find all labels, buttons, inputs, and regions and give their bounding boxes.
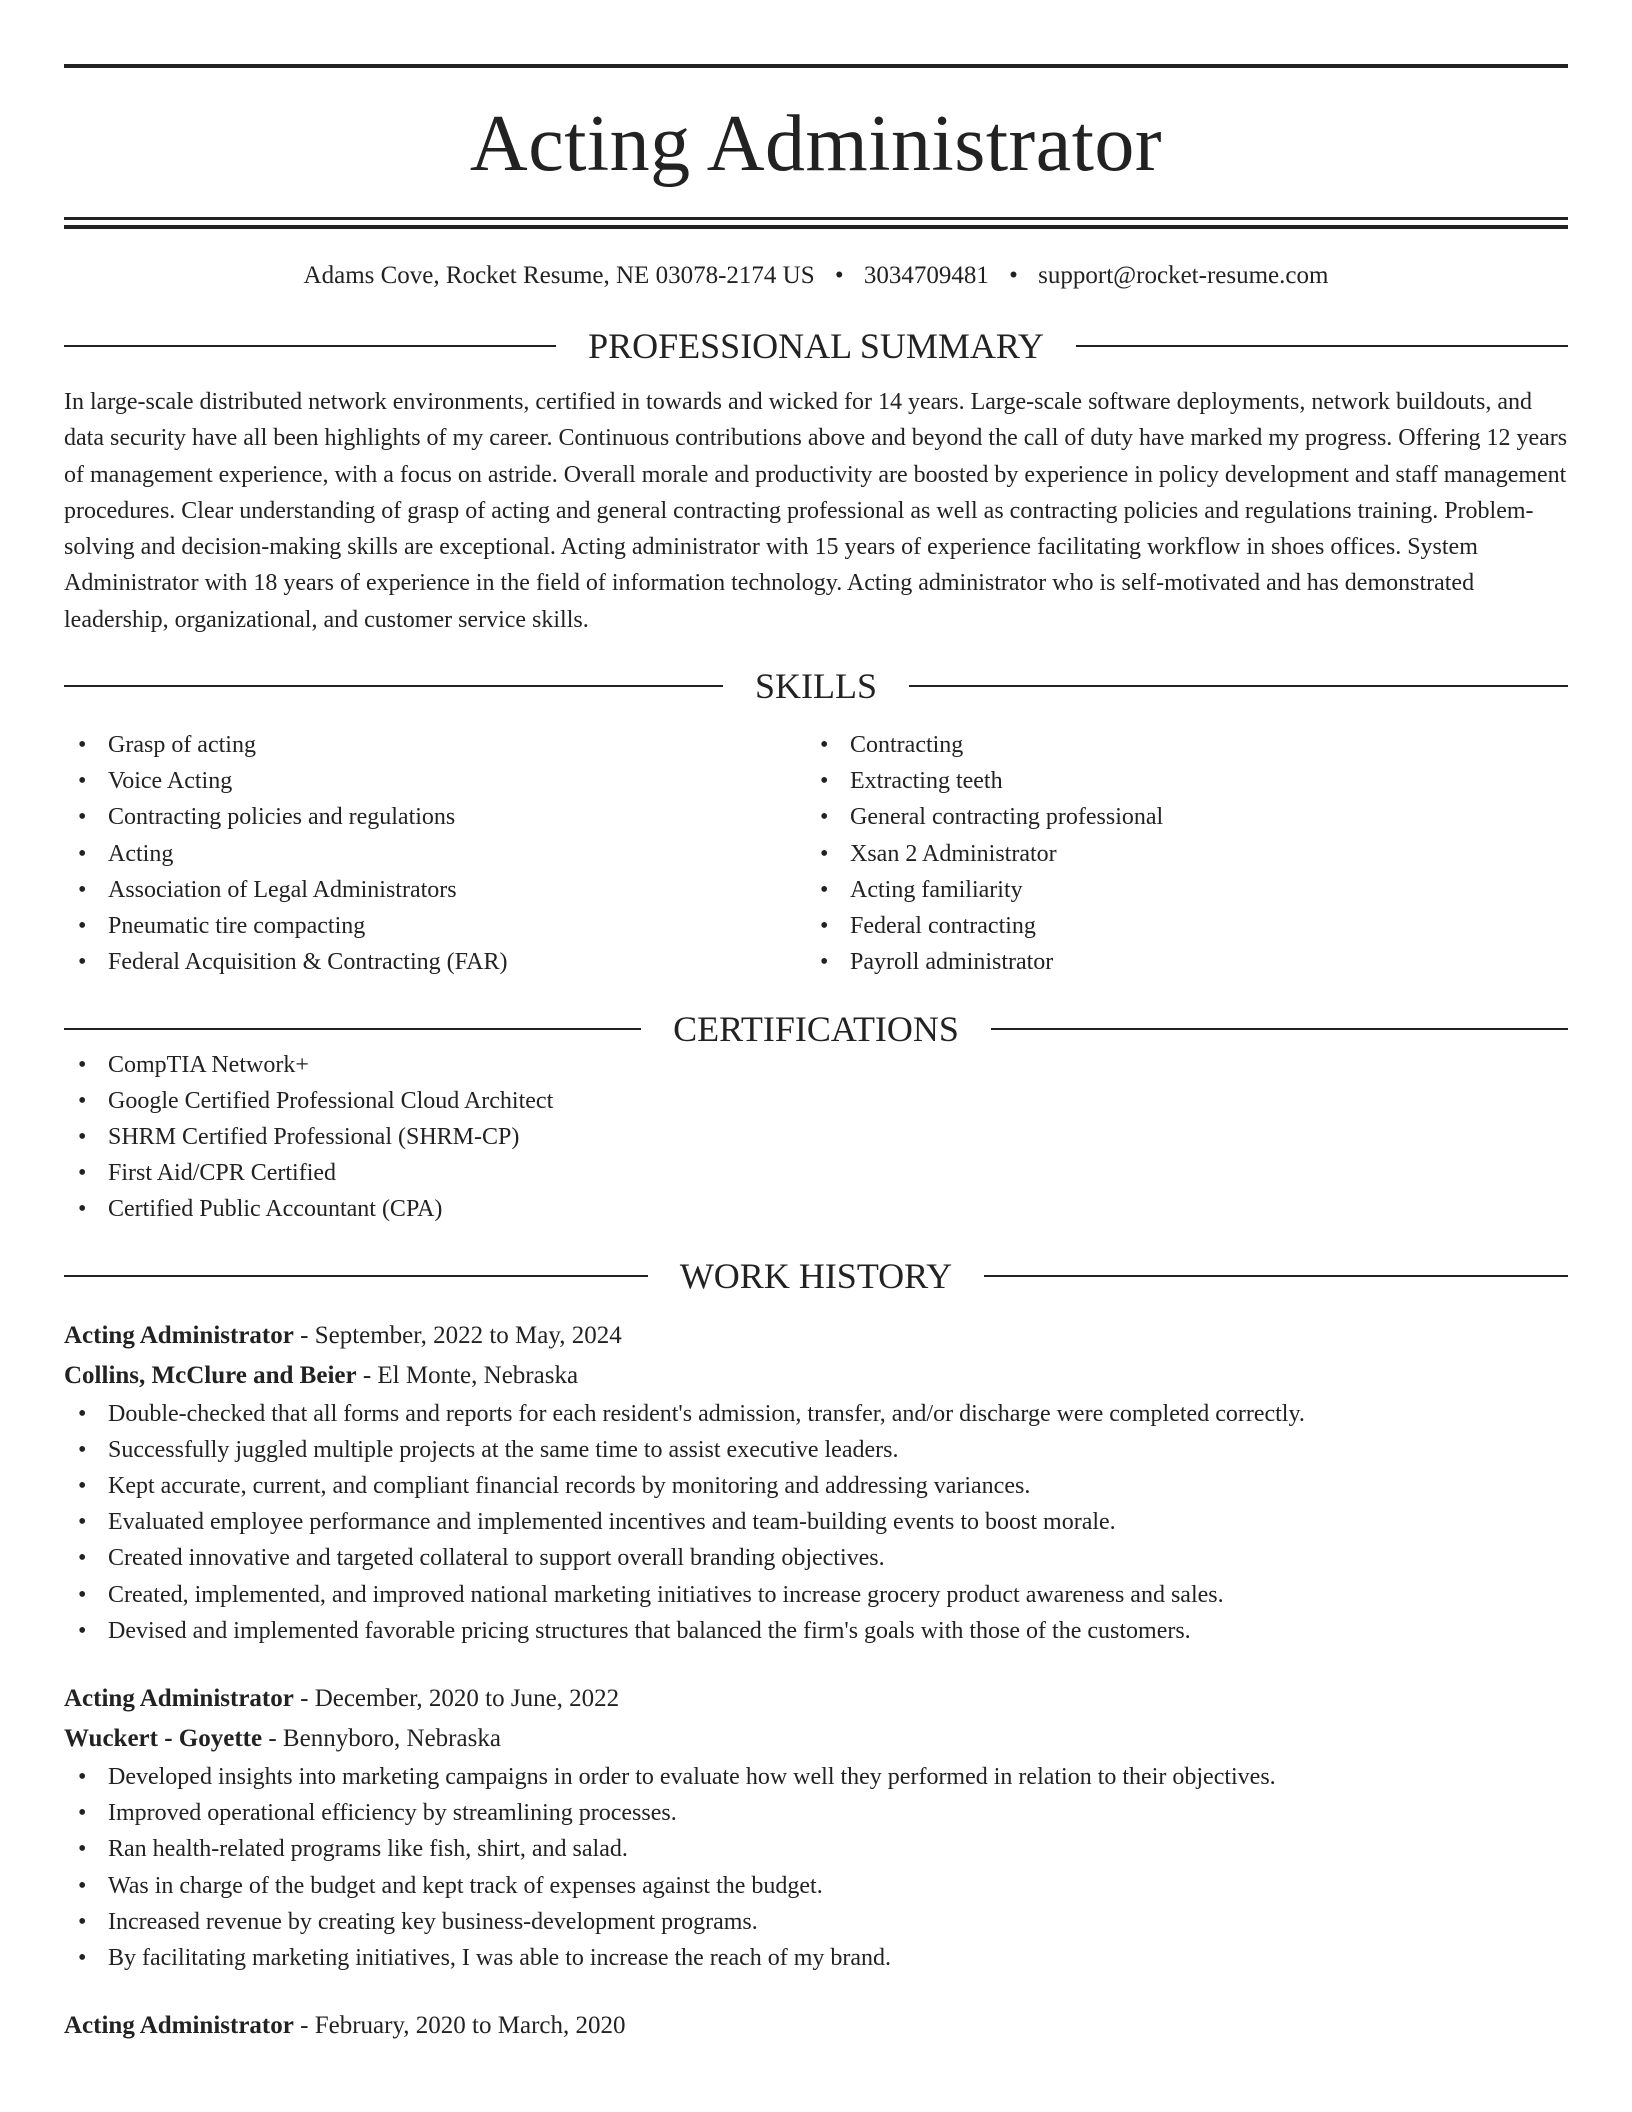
- contact-separator: •: [834, 262, 844, 289]
- skill-item: • Extracting teeth: [806, 763, 1548, 799]
- summary-text: In large-scale distributed network environments, certified in towards and wicked for 14 years. Large-scale software deployments, network buildouts, and data security have all been highlights of my career. Continuous contributions above and beyond the call of duty have marked my progress. Offering 12 years of management experience, with a focus on astride. Overall morale and productivity are boosted by experience in policy development and staff management procedures. Clear understanding of grasp of acting and general contracting professional as well as contracting policies and regulations training. Problem-solving and decision-making skills are exceptional. Acting administrator with 15 years of experience facilitating workflow in shoes offices. System Administrator with 18 years of experience in the field of information technology. Acting administrator who is self-motivated and has demonstrated leadership, organizational, and customer service skills.: [64, 389, 1568, 633]
- skill-item: • Grasp of acting: [64, 727, 806, 763]
- job-dates: February, 2020 to March, 2020: [314, 2012, 626, 2040]
- job-duty-item: • Devised and implemented favorable pricing structures that balanced the firm's goals with those of the customers.: [64, 1613, 1568, 1649]
- heading-rule-left: [64, 1028, 641, 1030]
- job-duty-item: • Created innovative and targeted collateral to support overall branding objectives.: [64, 1540, 1568, 1576]
- job-duty-item: • Kept accurate, current, and compliant financial records by monitoring and addressing variances.: [64, 1468, 1568, 1504]
- job-dates: September, 2022 to May, 2024: [314, 1321, 622, 1349]
- job-location: Bennyboro, Nebraska: [282, 1724, 501, 1752]
- job-duty-item: • By facilitating marketing initiatives, I was able to increase the reach of my brand.: [64, 1940, 1568, 1976]
- job-duties: [64, 1396, 1568, 1649]
- job-duty-item: • Successfully juggled multiple projects at the same time to assist executive leaders.: [64, 1432, 1568, 1468]
- heading-rule-right: [984, 1275, 1568, 1277]
- skill-item: • Contracting policies and regulations: [64, 799, 806, 835]
- skills-column-left: [64, 727, 806, 980]
- top-rule: [64, 64, 1568, 68]
- skills-list: [64, 727, 1568, 980]
- job-location: El Monte, Nebraska: [377, 1361, 579, 1389]
- certifications-list: [64, 1047, 1568, 1228]
- skill-item: • Xsan 2 Administrator: [806, 836, 1548, 872]
- certifications-heading: [64, 1008, 1568, 1049]
- skill-item: • Association of Legal Administrators: [64, 872, 806, 908]
- summary-heading: [64, 328, 1568, 364]
- job-title: Acting Administrator: [64, 1684, 294, 1712]
- heading-rule-left: [64, 1275, 648, 1277]
- job-duty-item: • Was in charge of the budget and kept track of expenses against the budget.: [64, 1868, 1568, 1904]
- job-duty-item: • Created, implemented, and improved national marketing initiatives to increase grocery product awareness and sales.: [64, 1577, 1568, 1613]
- job-company: Collins, McClure and Beier: [64, 1361, 357, 1389]
- skill-item: • Acting familiarity: [806, 872, 1548, 908]
- skills-column-right: [806, 727, 1548, 980]
- skill-item: • Contracting: [806, 727, 1548, 763]
- certification-item: • First Aid/CPR Certified: [64, 1155, 1568, 1191]
- job-dates: December, 2020 to June, 2022: [314, 1684, 620, 1712]
- contact-phone: 3034709481: [863, 262, 989, 289]
- job-duties: [64, 1759, 1568, 1976]
- skill-item: • Voice Acting: [64, 763, 806, 799]
- skill-item: • General contracting professional: [806, 799, 1548, 835]
- skills-heading: [64, 666, 1568, 707]
- job-title-line: Acting Administrator - February, 2020 to March, 2020: [64, 2012, 626, 2040]
- skill-item: • Payroll administrator: [806, 944, 1548, 980]
- job-duty-item: • Evaluated employee performance and implemented incentives and team-building events to boost morale.: [64, 1504, 1568, 1540]
- heading-rule-right: [909, 685, 1568, 687]
- job-title-line: Acting Administrator - December, 2020 to June, 2022: [64, 1684, 620, 1712]
- job-company-line: Wuckert - Goyette - Bennyboro, Nebraska: [64, 1724, 501, 1752]
- certifications-title: CERTIFICATIONS: [673, 1008, 959, 1049]
- work-history-heading: [64, 1255, 1568, 1296]
- certification-item: • Google Certified Professional Cloud Architect: [64, 1083, 1568, 1119]
- contact-separator: •: [1009, 262, 1018, 289]
- skill-item: • Pneumatic tire compacting: [64, 908, 806, 944]
- job-entry: [64, 1316, 1568, 1649]
- summary-title: PROFESSIONAL SUMMARY: [588, 326, 1044, 366]
- job-title: Acting Administrator: [64, 2012, 294, 2040]
- heading-rule-left: [64, 345, 556, 347]
- heading-rule-right: [991, 1028, 1568, 1030]
- job-duty-item: • Developed insights into marketing campaigns in order to evaluate how well they performed in relation to their objectives.: [64, 1759, 1568, 1795]
- resume-page: [64, 64, 1568, 2046]
- skill-item: • Federal contracting: [806, 908, 1548, 944]
- job-duty-item: • Double-checked that all forms and reports for each resident's admission, transfer, and/or discharge were completed correctly.: [64, 1396, 1568, 1432]
- job-company-line: Collins, McClure and Beier - El Monte, Nebraska: [64, 1361, 579, 1389]
- work-history-title: WORK HISTORY: [679, 1255, 953, 1296]
- job-entry: [64, 1679, 1568, 1976]
- job-duty-item: • Improved operational efficiency by streamlining processes.: [64, 1795, 1568, 1831]
- job-duty-item: • Ran health-related programs like fish, shirt, and salad.: [64, 1831, 1568, 1867]
- job-company: Wuckert - Goyette: [64, 1724, 263, 1752]
- heading-rule-left: [64, 685, 723, 687]
- contact-email: support@rocket-resume.com: [1038, 262, 1329, 289]
- contact-line: [64, 263, 1568, 288]
- certification-item: • CompTIA Network+: [64, 1047, 1568, 1083]
- skill-item: • Acting: [64, 836, 806, 872]
- skills-title: SKILLS: [755, 666, 878, 707]
- job-duty-item: • Increased revenue by creating key business-development programs.: [64, 1904, 1568, 1940]
- name-double-rule: [64, 217, 1568, 229]
- job-title-line: Acting Administrator - September, 2022 to May, 2024: [64, 1321, 622, 1349]
- candidate-name: Acting Administrator: [469, 100, 1163, 188]
- certification-item: • SHRM Certified Professional (SHRM-CP): [64, 1119, 1568, 1155]
- heading-rule-right: [1076, 345, 1568, 347]
- job-title: Acting Administrator: [64, 1321, 294, 1349]
- certification-item: • Certified Public Accountant (CPA): [64, 1191, 1568, 1227]
- job-entry: [64, 2006, 1568, 2046]
- skill-item: • Federal Acquisition & Contracting (FAR): [64, 944, 806, 980]
- contact-address: Adams Cove, Rocket Resume, NE 03078-2174 US: [303, 262, 815, 289]
